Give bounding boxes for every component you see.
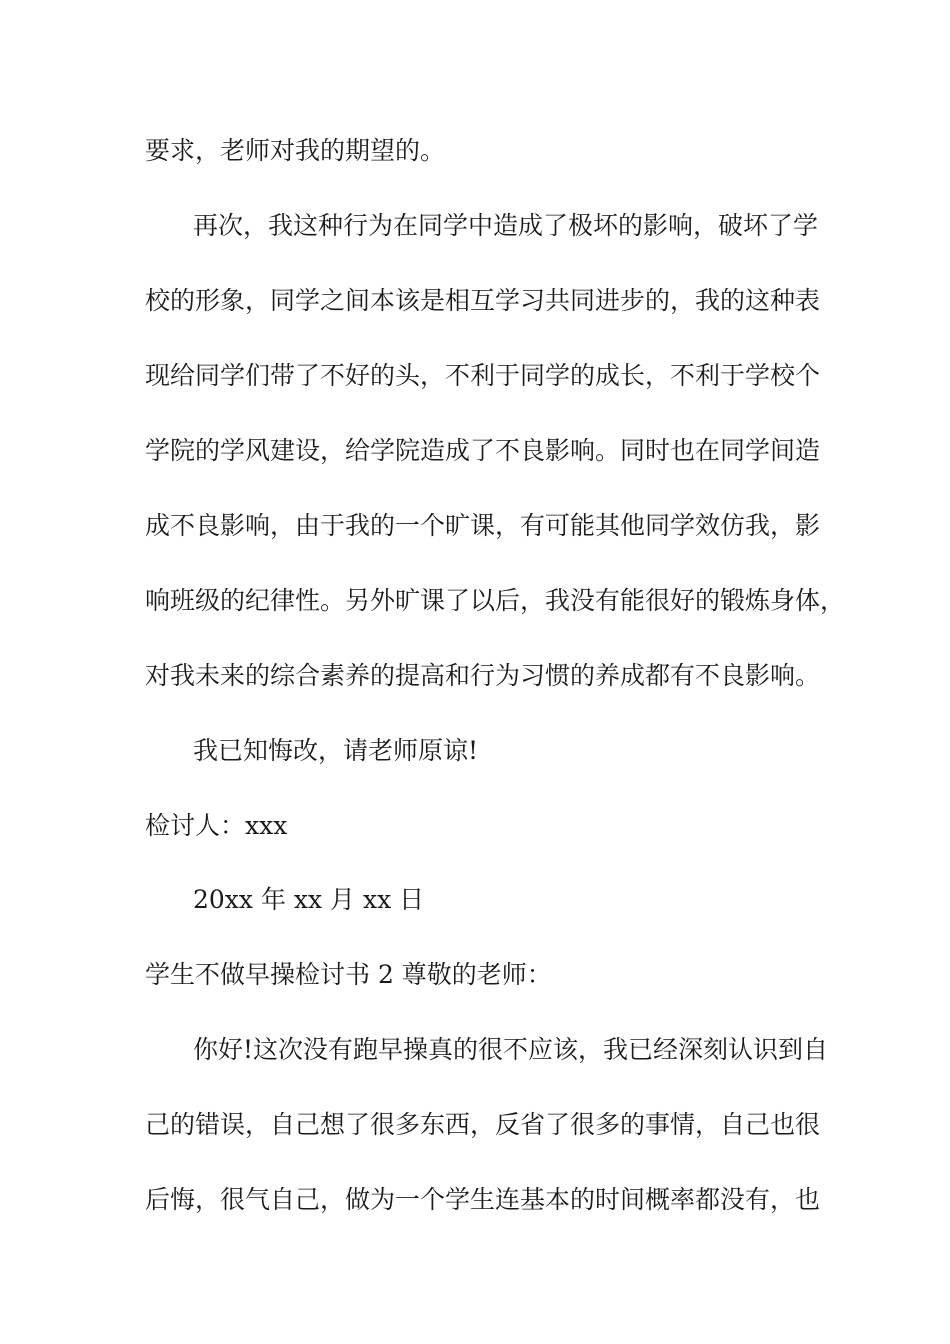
signer-line: 检讨人：xxx bbox=[145, 811, 288, 840]
paragraph-line-3: 校的形象，同学之间本该是相互学习共同进步的，我的这种表 bbox=[145, 286, 821, 315]
paragraph-line-5: 学院的学风建设，给学院造成了不良影响。同时也在同学间造 bbox=[145, 436, 821, 465]
paragraph-line-7: 响班级的纪律性。另外旷课了以后，我没有能很好的锻炼身体， bbox=[145, 586, 846, 615]
paragraph-line-8: 对我未来的综合素养的提高和行为习惯的养成都有不良影响。 bbox=[145, 661, 821, 690]
paragraph-line-2: 再次，我这种行为在同学中造成了极坏的影响，破坏了学 bbox=[193, 211, 819, 240]
paragraph-line-15: 后悔，很气自己，做为一个学生连基本的时间概率都没有，也 bbox=[145, 1185, 821, 1214]
date-line: 20xx 年 xx 月 xx 日 bbox=[193, 885, 425, 914]
paragraph-line-4: 现给同学们带了不好的头，不利于同学的成长，不利于学校个 bbox=[145, 361, 821, 390]
paragraph-line-6: 成不良影响，由于我的一个旷课，有可能其他同学效仿我，影 bbox=[145, 511, 821, 540]
paragraph-line-14: 己的错误，自己想了很多东西，反省了很多的事情，自己也很 bbox=[145, 1110, 821, 1139]
paragraph-line-13: 你好!这次没有跑早操真的很不应该，我已经深刻认识到自 bbox=[193, 1035, 829, 1064]
section-heading: 学生不做早操检讨书 2 尊敬的老师： bbox=[145, 960, 552, 989]
apology-line: 我已知悔改，请老师原谅! bbox=[193, 736, 479, 765]
paragraph-line-1: 要求，老师对我的期望的。 bbox=[145, 136, 446, 165]
